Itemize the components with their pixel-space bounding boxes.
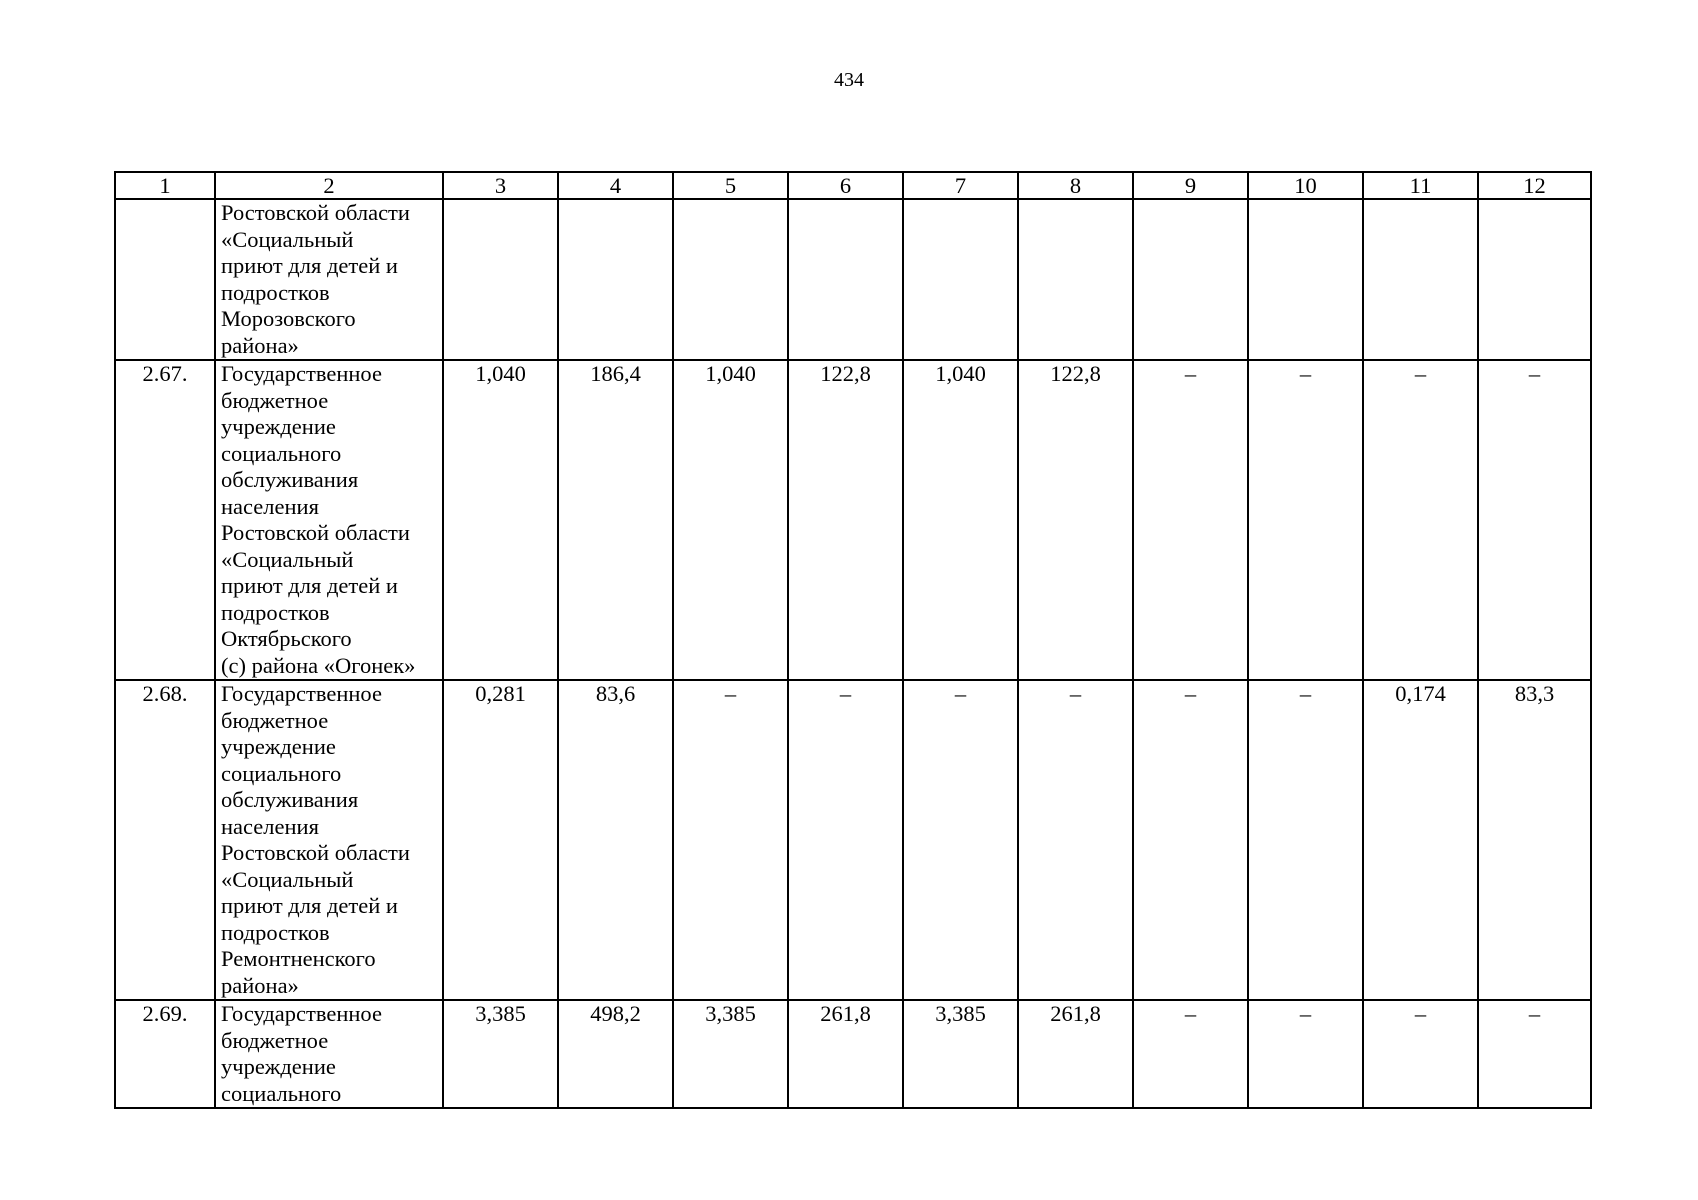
value-cell: 498,2: [558, 1000, 673, 1108]
table-row: [115, 1000, 1591, 1108]
row-number: 2.69.: [115, 1000, 215, 1108]
value-cell: –: [1363, 1000, 1478, 1108]
value-cell: 0,174: [1363, 680, 1478, 1000]
column-header: 6: [788, 172, 903, 199]
column-header: 2: [215, 172, 443, 199]
institution-name: Государственное бюджетное учреждение социального обслуживания населения Ростовской области «Социальный приют для детей и подростков Октябрьского (с) района «Огонек»: [215, 360, 443, 680]
institution-name: Государственное бюджетное учреждение социального обслуживания населения Ростовской области «Социальный приют для детей и подростков Ремонтненского района»: [215, 680, 443, 1000]
value-cell: 1,040: [673, 360, 788, 680]
value-cell: –: [1133, 360, 1248, 680]
value-cell: –: [1133, 680, 1248, 1000]
table-row: [115, 360, 1591, 680]
column-header: 3: [443, 172, 558, 199]
value-cell: –: [1133, 1000, 1248, 1108]
value-cell: 1,040: [443, 360, 558, 680]
value-cell: [903, 199, 1018, 360]
row-number: 2.67.: [115, 360, 215, 680]
table-row: [115, 199, 1591, 360]
value-cell: [1363, 199, 1478, 360]
value-cell: 3,385: [903, 1000, 1018, 1108]
value-cell: –: [1363, 360, 1478, 680]
value-cell: –: [1478, 360, 1591, 680]
column-header: 4: [558, 172, 673, 199]
value-cell: –: [1018, 680, 1133, 1000]
value-cell: [1018, 199, 1133, 360]
value-cell: [1478, 199, 1591, 360]
value-cell: [1248, 199, 1363, 360]
column-header: 10: [1248, 172, 1363, 199]
value-cell: –: [1248, 1000, 1363, 1108]
value-cell: 83,3: [1478, 680, 1591, 1000]
value-cell: [443, 199, 558, 360]
value-cell: 1,040: [903, 360, 1018, 680]
value-cell: [1133, 199, 1248, 360]
value-cell: 0,281: [443, 680, 558, 1000]
page-number: 434: [834, 69, 864, 91]
value-cell: 3,385: [443, 1000, 558, 1108]
column-header: 9: [1133, 172, 1248, 199]
institution-name: Ростовской области «Социальный приют для детей и подростков Морозовского района»: [215, 199, 443, 360]
column-header: 12: [1478, 172, 1591, 199]
value-cell: –: [788, 680, 903, 1000]
column-header: 7: [903, 172, 1018, 199]
value-cell: 122,8: [788, 360, 903, 680]
value-cell: –: [1478, 1000, 1591, 1108]
value-cell: 3,385: [673, 1000, 788, 1108]
column-header: 5: [673, 172, 788, 199]
data-table: [114, 171, 1592, 1109]
table-row: [115, 680, 1591, 1000]
column-number-row: [115, 172, 1591, 199]
institution-name: Государственное бюджетное учреждение социального: [215, 1000, 443, 1108]
column-header: 8: [1018, 172, 1133, 199]
value-cell: 261,8: [1018, 1000, 1133, 1108]
value-cell: 186,4: [558, 360, 673, 680]
value-cell: –: [903, 680, 1018, 1000]
value-cell: –: [1248, 360, 1363, 680]
value-cell: 83,6: [558, 680, 673, 1000]
value-cell: [673, 199, 788, 360]
row-number: [115, 199, 215, 360]
row-number: 2.68.: [115, 680, 215, 1000]
value-cell: –: [673, 680, 788, 1000]
value-cell: 261,8: [788, 1000, 903, 1108]
value-cell: 122,8: [1018, 360, 1133, 680]
column-header: 1: [115, 172, 215, 199]
column-header: 11: [1363, 172, 1478, 199]
value-cell: –: [1248, 680, 1363, 1000]
value-cell: [558, 199, 673, 360]
value-cell: [788, 199, 903, 360]
